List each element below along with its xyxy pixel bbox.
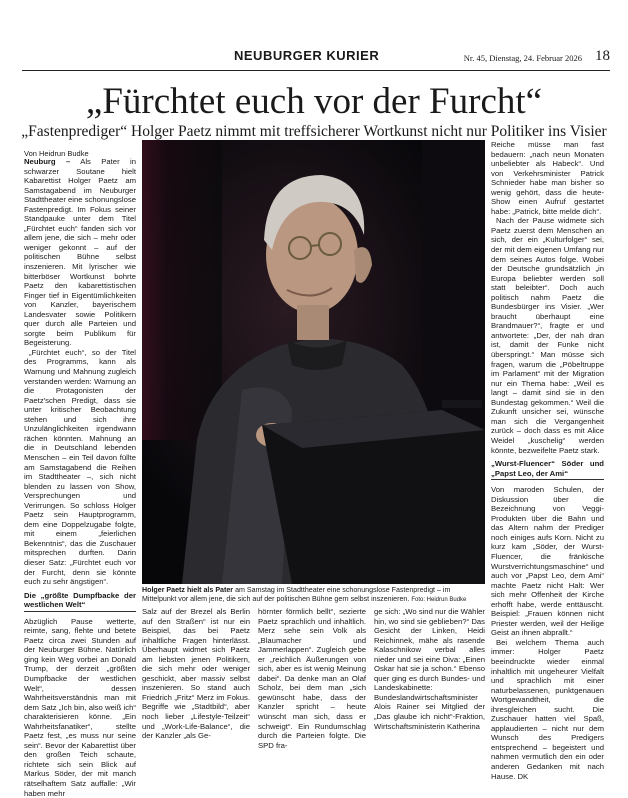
caption-text: am Samstag im Stadttheater eine schonungslose Fastenpredigt – im Mittelpunkt vor allem jene, die sich auf der politischen Bühne gern selbst inszenieren.: [142, 586, 451, 603]
paragraph: Bei welchem Thema auch immer: Holger Paetz beeindruckte wieder einmal inhaltlich mit ungeheurer Vielfalt und sprachlich mit einer naturbelassenen, punktgenauen Wortgewandtheit, die ihresgleichen sucht. Die Zuschauer hatten viel Spaß, applaudierten – nicht nur dem Wunsch des Predigers entsprechend – begeistert und nahmen vermutlich den ein oder anderen Gedanken mit nach Hause. DK: [491, 637, 604, 781]
article-column-5: [491, 140, 604, 781]
article-column-3: [258, 607, 366, 750]
paragraph: hörnter förmlich bellt“, sezierte Paetz sprachlich und inhaltlich. Merz sehe sein Volk als „Blaumacher und Jammerlappen“. Zugleich gebe er „reichlich Äußerungen von sich, aber es ist wenig Meinung dabei“. Da denke man an Olaf Scholz, bei dem man „sich gewünscht habe, dass der Kanzler spricht – heute wünscht man sich, dass er schweigt“. Ein Rundumschlag durch die Parteien folgte. Die SPD fra-: [258, 607, 366, 750]
byline: Von Heidrun Budke: [24, 149, 89, 158]
paragraph: ge sich: „Wo sind nur die Wähler hin, wo sind sie geblieben?“ Das Gesicht der Linken, Heidi Reichinnek, mähe als rasende Kalaschnikow verbal alles nieder und sei eine Diva: „Einen Oskar hat sie ja schon.“ Ebenso quer ging es durch Bundes- und Landeskabinette: Bundeslandwirtschaftsminister Alois Rainer sei Mitglied der „Das glaube ich nicht“-Fraktion, Wirtschaftsministerin Katherina: [374, 607, 485, 731]
photo-preacher-on-stage: [142, 140, 485, 584]
paragraph: Neuburg – Als Pater in schwarzer Soutane hielt Kabarettist Holger Paetz am Samstagabend im Neuburger Stadttheater eine schonungslose Fastenpredigt. Im Fokus seiner Standpauke unter dem Titel „Fürchtet euch“ fanden sich vor allem jene, die sich – mehr oder weniger gekonnt – auf der politischen Bühne selbst inszenieren. Mit lyrischer wie bitterböser Wortkunst bohrte Paetz den kabarettistischen Finger tief in Eigentümlichkeiten von Kanzler, bayerischem Landesvater sowie Politikern quer durch alle Parteien und sorgte beim Publikum für Begeisterung.: [24, 157, 137, 348]
paragraph: Nach der Pause widmete sich Paetz zuerst dem Menschen an sich, der ein „Kulturfolger“ sei, der mit dem eigenen Umfang nur dem seines Autos folge. Wobei der Deutsche grundsätzlich „in Europa beliebter werden soll statt beleibter“. Doch auch politisch nahm Paetz die Bundesbürger ins Visier. „Wer braucht überhaupt eine Brandmauer?“, fragte er und antwortete: „Der, der nah dran ist, damit der Funke nicht überspringt.“ Man müsse sich fragen, warum die „Pöbeltruppe im Parlament“ mit der Migration nur ein Thema habe: „Weil es langt – damit sind sie in den Bundestag gekommen.“ Weil die Zukunft unsicher sei, wünsche man sich die Vergangenheit zurück – doch dass es mit Alice Weidel „kuschelig“ werden könnte, bezweifelte Paetz stark.: [491, 216, 604, 455]
article-photo: [142, 140, 485, 584]
paragraph: Salz auf der Brezel als Berlin auf den Straßen“ ist nur ein Beispiel, das bei Paetz inhaltliche Fragen hinterlässt. Überhaupt widmet sich Paetz am liebsten jenen Politikern, die sich mehr oder weniger geschickt, aber massiv selbst inszenieren. So stand auch Friedrich „Fritz“ Merz im Fokus. Begriffe wie „Stadtbild“, aber noch lieber „Lifestyle-Teilzeit“ und „Work-Life-Balance“, die der Kanzler „als Ge-: [142, 607, 250, 741]
article-column-1: [24, 157, 137, 798]
page-number: 18: [595, 48, 610, 64]
issue-date: Nr. 45, Dienstag, 24. Februar 2026: [463, 53, 582, 63]
photo-caption: [142, 586, 485, 604]
section-subheading: Die „größte Dumpfbacke der westlichen Welt“: [24, 591, 136, 612]
paragraph: „Fürchtet euch“, so der Titel des Programms, kann als Warnung und Mahnung zugleich verstanden werden: Warnung an die Protagonisten der Paetz'schen Predigt, dass sie unter kritischer Beobachtung stehen und sich ihre Unzulänglichkeiten irgendwann rächen könnten. Mahnung an die in Deutschland lebenden Menschen – ein Teil davon füllte am Samstagabend die Reihen im Stadttheater –, sich nicht blenden zu lassen von Show, Versprechungen und Verirrungen. So schloss Holger Paetz sein Hauptprogramm, dem eine Doppelzugabe folgte, mit einem „feierlichen Bekenntnis“, das die Zuschauer mitsprechen durften. Darin dieser Satz: „Fürchtet euch vor der Furcht, denn sie könnte euch zu sehr ängstigen“.: [24, 347, 136, 587]
article-headline: „Fürchtet euch vor der Furcht“: [85, 81, 543, 122]
article-subheadline: „Fastenprediger“ Holger Paetz nimmt mit treffsicherer Wortkunst nicht nur Politiker ins Visier: [21, 123, 607, 140]
paragraph: Von maroden Schulen, der Diskussion über die Bezeichnung von Veggi-Produkten über die Bahn und das Altern nahm der Prediger noch einiges aufs Korn. Nicht zu kurz kam „Söder, der Wurst-Fluencer, die fränkische Wurstverrichtungsmaschine“ und auch vor „Papst Leo, dem Ami“ machte Paetz nicht Halt: Wer sich mehr Offenheit der Kirche erhofft habe, werde enttäuscht. Beispiel: „Frauen können nicht Priester werden, weil der Heilige Geist an ihnen abprallt.“: [491, 485, 604, 638]
caption-lead: Holger Paetz hielt als Pater: [142, 586, 234, 594]
newspaper-name: NEUBURGER KURIER: [234, 48, 380, 63]
section-subheading: „Wurst-Fluencer“ Söder und „Papst Leo, der Ami“: [491, 459, 604, 480]
paragraph: Reiche müsse man fast bedauern: „nach neun Monaten unbeliebter als Habeck“. Und von Verkehrsminister Patrick Schnieder habe man bisher so wenig gehört, dass die heute-Show einen Aufruf gestartet habe: „Patrick, bitte melde dich“.: [491, 140, 604, 216]
article-column-2: [142, 607, 250, 742]
paragraph: Abzüglich Pause wetterte, reimte, sang, flehte und betete Paetz circa zwei Stunden auf der Neuburger Bühne. Natürlich ging kein Weg vorbei an Donald Trump, der derzeit „größten Dumpfbacke der westlichen Welt“, dessen Wahrheitsverständnis man mit dem Satz „Ich bin, also weiß ich“ charakterisieren könne. „Ein Wahrheitsfanatiker“, stellte Paetz fest, „es muss nur seine sein“. Bevor der Kabarettist über den großen Teich schaute, richtete sich sein Blick auf Markus Söder, der mit manch rätselhaftem Satz auffalle: „Wir haben mehr: [24, 616, 136, 798]
article-column-4: [374, 607, 485, 742]
photo-credit: Foto: Heidrun Budke: [411, 596, 467, 603]
masthead: [22, 44, 610, 71]
dateline: Neuburg –: [24, 157, 71, 166]
